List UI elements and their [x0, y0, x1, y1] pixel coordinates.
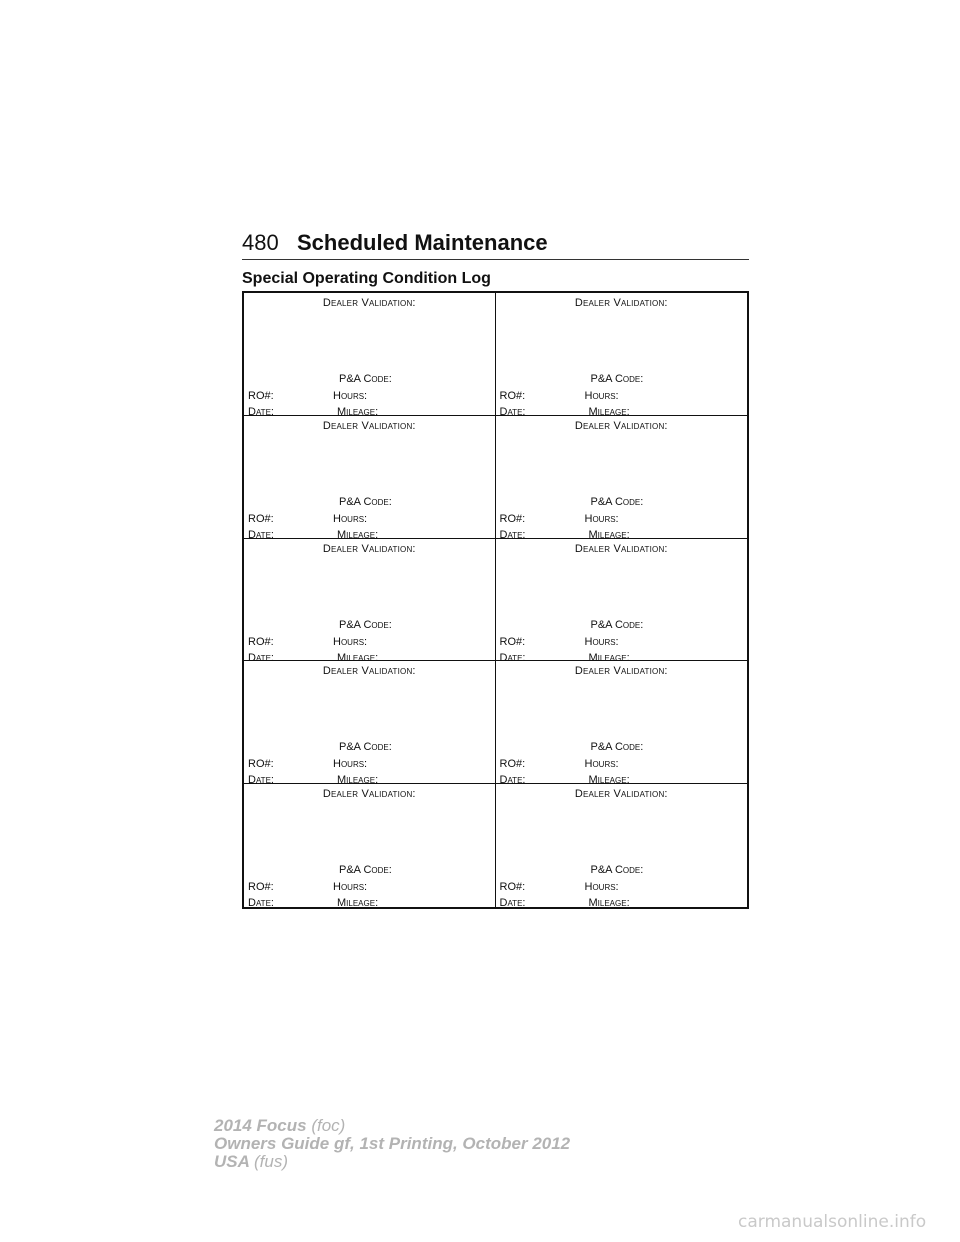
log-entry-cell	[244, 293, 496, 416]
mileage-label: Mileage:	[337, 774, 379, 787]
dealer-validation-label: Dealer Validation:	[574, 788, 668, 801]
mileage-label: Mileage:	[337, 897, 379, 910]
ro-number-label: RO#:	[248, 512, 274, 525]
watermark: carmanualsonline.info	[738, 1212, 927, 1232]
log-entry-cell	[244, 539, 496, 662]
hours-label: Hours:	[584, 390, 619, 402]
hours-label: Hours:	[333, 881, 368, 894]
pa-code-label: P&A Code:	[339, 495, 392, 508]
hours-label: Hours:	[584, 881, 619, 894]
date-label: Date:	[499, 774, 526, 787]
pa-code-label: P&A Code:	[339, 864, 392, 877]
pa-code-label: P&A Code:	[339, 618, 392, 631]
log-entry-cell	[496, 784, 748, 910]
hours-label: Hours:	[333, 635, 368, 648]
date-label: Date:	[248, 528, 274, 541]
page-header	[242, 229, 749, 260]
dealer-validation-label: Dealer Validation:	[574, 665, 668, 678]
ro-number-label: RO#:	[499, 512, 526, 525]
section-title: Special Operating Condition Log	[242, 270, 491, 287]
footer-line-1	[214, 1117, 570, 1135]
date-label: Date:	[248, 774, 274, 787]
mileage-label: Mileage:	[337, 651, 379, 664]
pa-code-label: P&A Code:	[590, 741, 644, 754]
dealer-validation-label: Dealer Validation:	[322, 297, 416, 309]
dealer-validation-label: Dealer Validation:	[322, 542, 416, 555]
pa-code-label: P&A Code:	[339, 741, 392, 754]
ro-number-label: RO#:	[248, 390, 274, 402]
mileage-label: Mileage:	[588, 651, 630, 664]
ro-number-label: RO#:	[248, 881, 274, 894]
date-label: Date:	[499, 528, 526, 541]
date-label: Date:	[499, 651, 526, 664]
log-entry-cell	[244, 416, 496, 539]
pa-code-label: P&A Code:	[339, 373, 392, 385]
hours-label: Hours:	[333, 758, 368, 771]
mileage-label: Mileage:	[337, 406, 379, 418]
date-label: Date:	[248, 651, 274, 664]
footer-model: 2014 Focus	[214, 1116, 307, 1135]
footer-market-code: (fus)	[254, 1152, 288, 1171]
ro-number-label: RO#:	[499, 390, 526, 402]
pa-code-label: P&A Code:	[590, 373, 644, 385]
document-footer	[214, 1117, 570, 1171]
log-entry-cell	[496, 416, 748, 539]
ro-number-label: RO#:	[499, 881, 526, 894]
mileage-label: Mileage:	[588, 897, 630, 910]
pa-code-label: P&A Code:	[590, 618, 644, 631]
mileage-label: Mileage:	[588, 406, 630, 418]
dealer-validation-label: Dealer Validation:	[322, 788, 416, 801]
chapter-title: Scheduled Maintenance	[297, 230, 548, 255]
dealer-validation-label: Dealer Validation:	[574, 297, 668, 309]
dealer-validation-label: Dealer Validation:	[574, 419, 668, 432]
date-label: Date:	[499, 406, 526, 418]
footer-line-3	[214, 1153, 570, 1171]
ro-number-label: RO#:	[499, 635, 526, 648]
date-label: Date:	[499, 897, 526, 910]
page-number: 480	[242, 230, 279, 255]
mileage-label: Mileage:	[588, 774, 630, 787]
log-entry-cell	[496, 539, 748, 662]
dealer-validation-label: Dealer Validation:	[574, 542, 668, 555]
pa-code-label: P&A Code:	[590, 495, 644, 508]
ro-number-label: RO#:	[248, 758, 274, 771]
hours-label: Hours:	[584, 635, 619, 648]
ro-number-label: RO#:	[248, 635, 274, 648]
log-entry-cell	[244, 661, 496, 787]
dealer-validation-label: Dealer Validation:	[322, 665, 416, 678]
log-entry-cell	[244, 784, 496, 910]
dealer-validation-label: Dealer Validation:	[322, 419, 416, 432]
mileage-label: Mileage:	[337, 528, 379, 541]
date-label: Date:	[248, 406, 274, 418]
pa-code-label: P&A Code:	[590, 864, 644, 877]
hours-label: Hours:	[333, 390, 368, 402]
maintenance-log-table	[242, 291, 749, 909]
footer-market: USA	[214, 1152, 250, 1171]
hours-label: Hours:	[333, 512, 368, 525]
ro-number-label: RO#:	[499, 758, 526, 771]
hours-label: Hours:	[584, 758, 619, 771]
log-entry-cell	[496, 661, 748, 787]
footer-model-code: (foc)	[311, 1116, 346, 1135]
footer-line-2: Owners Guide gf, 1st Printing, October 2012	[214, 1134, 571, 1153]
log-entry-cell	[496, 293, 748, 416]
mileage-label: Mileage:	[588, 528, 630, 541]
hours-label: Hours:	[584, 512, 619, 525]
date-label: Date:	[248, 897, 274, 910]
